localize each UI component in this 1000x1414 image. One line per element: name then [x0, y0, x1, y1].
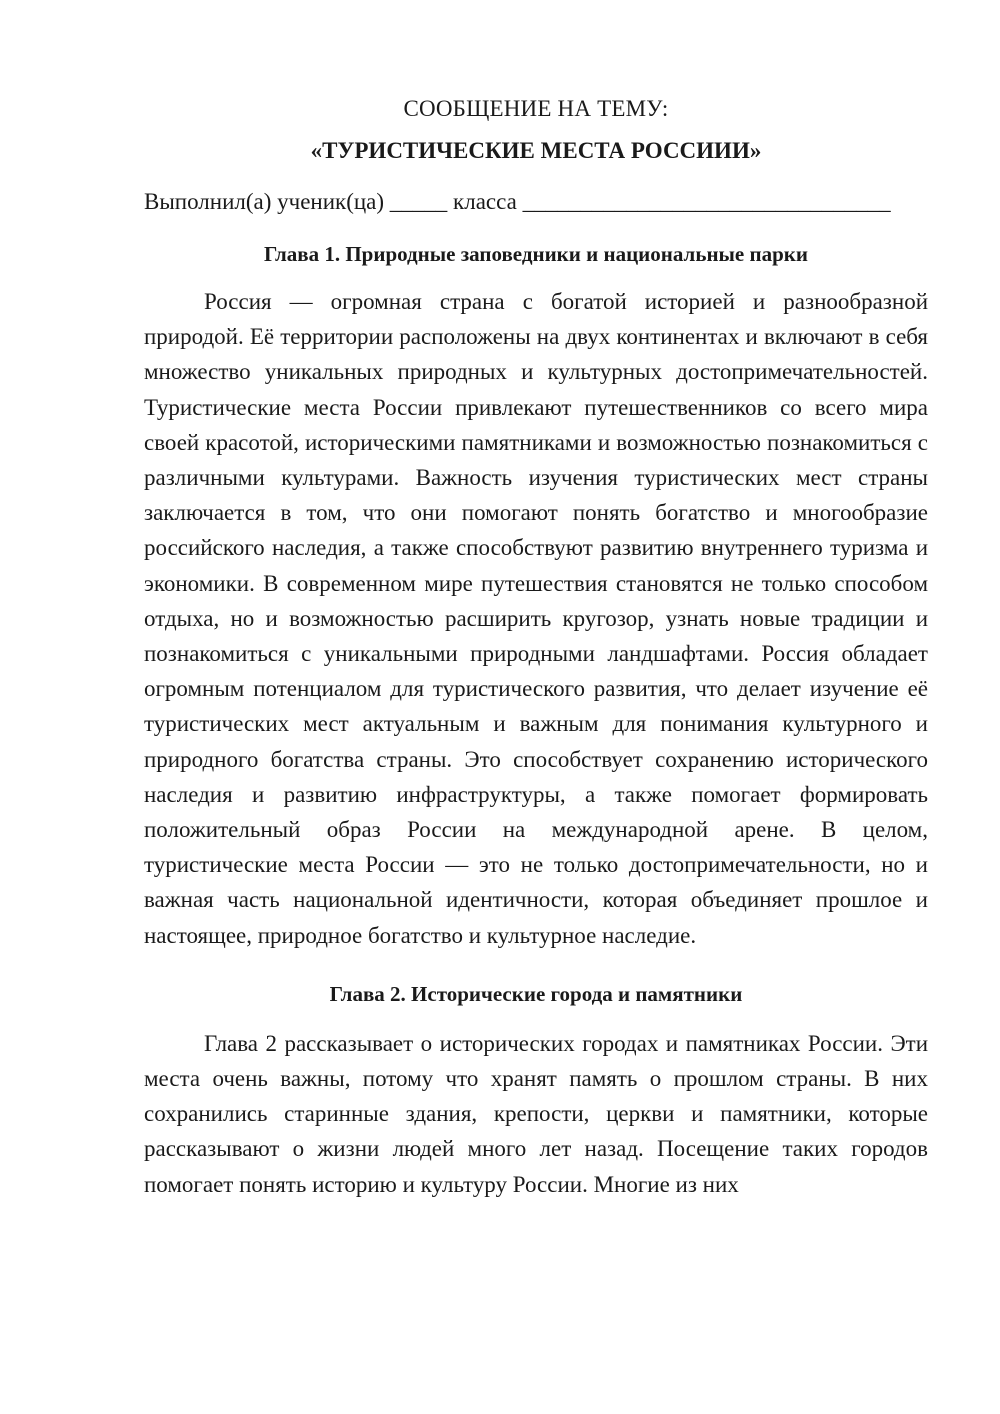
author-line: Выполнил(а) ученик(ца) _____ класса ________________________________: [144, 189, 891, 214]
chapter-1-paragraph: Россия — огромная страна с богатой историей и разнообразной природой. Её территории расположены на двух континентах и включают в себя множество уникальных природных и культурных достопримечательностей. Туристические места России привлекают путешественников со всего мира своей красотой, историческими памятниками и возможностью познакомиться с различными культурами. Важность изучения туристических мест страны заключается в том, что они помогают понять богатство и многообразие российского наследия, а также способствуют развитию внутреннего туризма и экономики. В современном мире путешествия становятся не только способом отдыха, но и возможностью расширить кругозор, узнать новые традиции и познакомиться с уникальными природными ландшафтами. Россия обладает огромным потенциалом для туристического развития, что делает изучение её туристических мест актуальным и важным для понимания культурного и природного богатства страны. Это способствует сохранению исторического наследия и развитию инфраструктуры, а также помогает формировать положительный образ России на международной арене. В целом, туристические места России — это не только достопримечательности, но и важная часть национальной идентичности, которая объединяет прошлое и настоящее, природное богатство и культурное наследие.: [144, 289, 928, 948]
chapter-2-paragraph: Глава 2 рассказывает о исторических городах и памятниках России. Эти места очень важны, потому что хранят память о прошлом страны. В них сохранились старинные здания, крепости, церкви и памятники, которые рассказывают о жизни людей много лет назад. Посещение таких городов помогает понять историю и культуру России. Многие из них: [144, 1030, 928, 1197]
chapter-1-heading: Глава 1. Природные заповедники и национальные парки: [263, 242, 808, 266]
document-page: [144, 92, 928, 1202]
document-title-line-2: «ТУРИСТИЧЕСКИЕ МЕСТА РОССИИИ»: [310, 138, 762, 163]
chapter-2-heading: Глава 2. Исторические города и памятники: [329, 981, 743, 1006]
document-title-line-1: СООБЩЕНИЕ НА ТЕМУ:: [403, 96, 669, 121]
